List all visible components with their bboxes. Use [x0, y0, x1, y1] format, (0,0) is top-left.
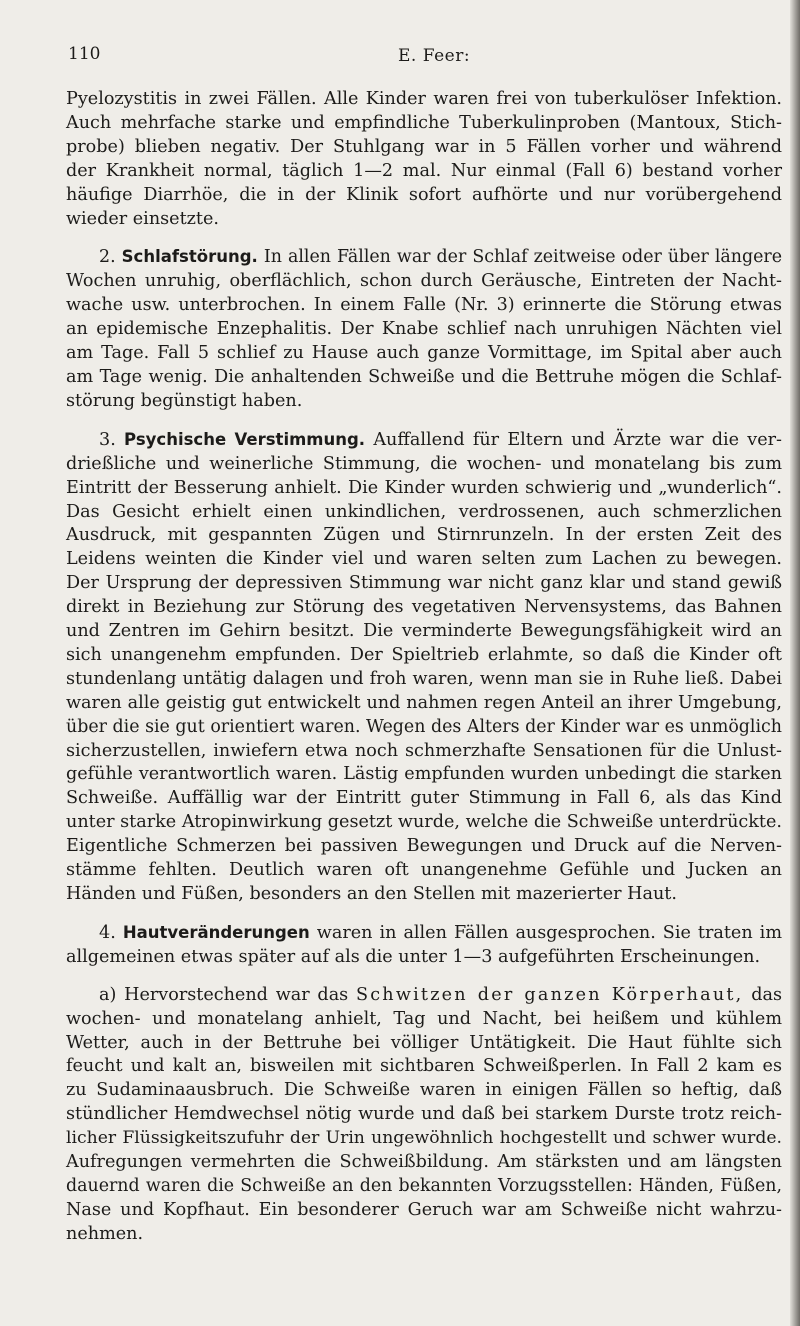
- page-header: [68, 44, 758, 74]
- text-line: Aufregungen vermehrten die Schweißbildung. Am stärksten und am längsten: [66, 1152, 782, 1173]
- section-number: 2.: [99, 247, 116, 268]
- text-line: licher Flüssigkeitszufuhr der Urin ungewöhnlich hochgestellt und schwer wurde.: [66, 1128, 782, 1149]
- text-line: störung begünstigt haben.: [66, 390, 303, 411]
- text-line: allgemeinen etwas später auf als die unter 1—3 aufgeführten Erscheinungen.: [66, 946, 761, 967]
- text-line: gefühle verantwortlich waren. Lästig empfunden wurden unbedingt die starken: [66, 764, 782, 785]
- text-line: und Zentren im Gehirn besitzt. Die verminderte Bewegungsfähigkeit wird an: [66, 621, 782, 642]
- text-line: stämme fehlten. Deutlich waren oft unangenehme Gefühle und Jucken an: [66, 860, 782, 881]
- text-line: unter starke Atropinwirkung gesetzt wurde, welche die Schweiße unterdrückte.: [66, 812, 782, 833]
- text-line: wochen- und monatelang anhielt, Tag und Nacht, bei heißem und kühlem: [66, 1008, 782, 1029]
- text-line: Händen und Füßen, besonders an den Stellen mit mazerierter Haut.: [66, 884, 677, 904]
- text-line: sich unangenehm empfunden. Der Spieltrieb erlahmte, so daß die Kinder oft: [66, 644, 782, 665]
- text-line: In allen Fällen war der Schlaf zeitweise oder über längere: [263, 247, 783, 268]
- subsection-first-line: [66, 984, 782, 1008]
- text-span: a) Hervorstechend war das: [99, 984, 349, 1005]
- page-number: 110: [68, 44, 101, 64]
- subsection-a: [66, 984, 782, 1247]
- spaced-emphasis: Schwitzen der ganzen Körperhaut,: [356, 984, 744, 1005]
- text-line: Schweiße. Auffällig war der Eintritt guter Stimmung in Fall 6, als das Kind: [66, 788, 782, 809]
- text-line: stundenlang untätig dalagen und froh waren, wenn man sie in Ruhe ließ. Dabei: [66, 668, 782, 689]
- text-line: Auffallend für Eltern und Ärzte war die ver-: [373, 429, 783, 450]
- page-spine-shadow: [790, 0, 800, 1326]
- text-line: wache usw. unterbrochen. In einem Falle (Nr. 3) erinnerte die Störung etwas: [66, 295, 782, 316]
- text-line: waren alle geistig gut entwickelt und nahmen regen Anteil an ihrer Umgebung,: [66, 692, 782, 713]
- section-heading: Schlafstörung.: [121, 247, 258, 267]
- text-line: Auch mehrfache starke und empfindliche Tuberkulinproben (Mantoux, Stich-: [66, 112, 782, 133]
- text-line: über die sie gut orientiert waren. Wegen des Alters der Kinder war es unmöglich: [66, 716, 782, 737]
- section-heading: Psychische Verstimmung.: [124, 429, 366, 449]
- text-line: an epidemische Enzephalitis. Der Knabe schlief nach unruhigen Nächten viel: [66, 319, 782, 340]
- text-line: dauernd waren die Schweiße an den bekannten Vorzugsstellen: Händen, Füßen,: [66, 1175, 782, 1196]
- text-line: probe) blieben negativ. Der Stuhlgang war in 5 Fällen vorher und während: [66, 136, 782, 157]
- text-line: nehmen.: [66, 1223, 144, 1244]
- text-line: stündlicher Hemdwechsel nötig wurde und daß bei starkem Durste trotz reich-: [66, 1104, 782, 1125]
- text-line: am Tage wenig. Die anhaltenden Schweiße und die Bettruhe mögen die Schlaf-: [66, 366, 782, 387]
- section-number: 4.: [99, 922, 116, 943]
- running-title: E. Feer:: [398, 46, 471, 66]
- section-number: 3.: [99, 429, 116, 450]
- section-psychische-verstimmung: [66, 428, 782, 907]
- section-first-line: [66, 245, 782, 270]
- text-line: Das Gesicht erhielt einen unkindlichen, verdrossenen, auch schmerzlichen: [66, 501, 782, 522]
- text-line: drießliche und weinerliche Stimmung, die wochen- und monatelang bis zum: [66, 453, 782, 474]
- text-line: sicherzustellen, inwiefern etwa noch schmerzhafte Sensationen für die Unlust-: [66, 740, 782, 761]
- text-line: der Krankheit normal, täglich 1—2 mal. Nur einmal (Fall 6) bestand vorher: [66, 160, 782, 181]
- section-first-line: [66, 921, 782, 946]
- text-line: Der Ursprung der depressiven Stimmung war nicht ganz klar und stand gewiß: [66, 573, 782, 594]
- section-first-line: [66, 428, 782, 453]
- text-line: Eintritt der Besserung anhielt. Die Kinder wurden schwierig und „wunderlich“.: [66, 477, 782, 498]
- section-heading: Hautveränderungen: [122, 922, 310, 942]
- text-span: das: [751, 984, 783, 1005]
- text-line: feucht und kalt an, bisweilen mit sichtbaren Schweißperlen. In Fall 2 kam es: [66, 1056, 782, 1077]
- paragraph-continued: [66, 88, 782, 231]
- text-line: Eigentliche Schmerzen bei passiven Bewegungen und Druck auf die Nerven-: [66, 836, 782, 857]
- text-line: häufige Diarrhöe, die in der Klinik sofort aufhörte und nur vorübergehend: [66, 184, 782, 205]
- text-line: Nase und Kopfhaut. Ein besonderer Geruch war am Schweiße nicht wahrzu-: [66, 1199, 782, 1220]
- section-hautveraenderungen: [66, 921, 782, 970]
- text-line: Leidens weinten die Kinder viel und waren selten zum Lachen zu bewegen.: [66, 549, 782, 570]
- text-line: direkt in Beziehung zur Störung des vegetativen Nervensystems, das Bahnen: [66, 597, 782, 618]
- text-line: zu Sudaminaausbruch. Die Schweiße waren in einigen Fällen so heftig, daß: [66, 1080, 782, 1101]
- text-line: waren in allen Fällen ausgesprochen. Sie traten im: [316, 922, 782, 943]
- text-line: wieder einsetzte.: [66, 208, 220, 229]
- section-schlafstoerung: [66, 245, 782, 413]
- text-line: Wetter, auch in der Bettruhe bei völliger Untätigkeit. Die Haut fühlte sich: [66, 1032, 782, 1053]
- text-line: Pyelozystitis in zwei Fällen. Alle Kinder waren frei von tuberkulöser Infektion.: [66, 89, 782, 109]
- text-line: Ausdruck, mit gespannten Zügen und Stirnrunzeln. In der ersten Zeit des: [66, 525, 782, 546]
- text-line: am Tage. Fall 5 schlief zu Hause auch ganze Vormittage, im Spital aber auch: [66, 343, 782, 364]
- text-line: Wochen unruhig, oberflächlich, schon durch Geräusche, Eintreten der Nacht-: [66, 271, 782, 292]
- body-text: [66, 88, 782, 1247]
